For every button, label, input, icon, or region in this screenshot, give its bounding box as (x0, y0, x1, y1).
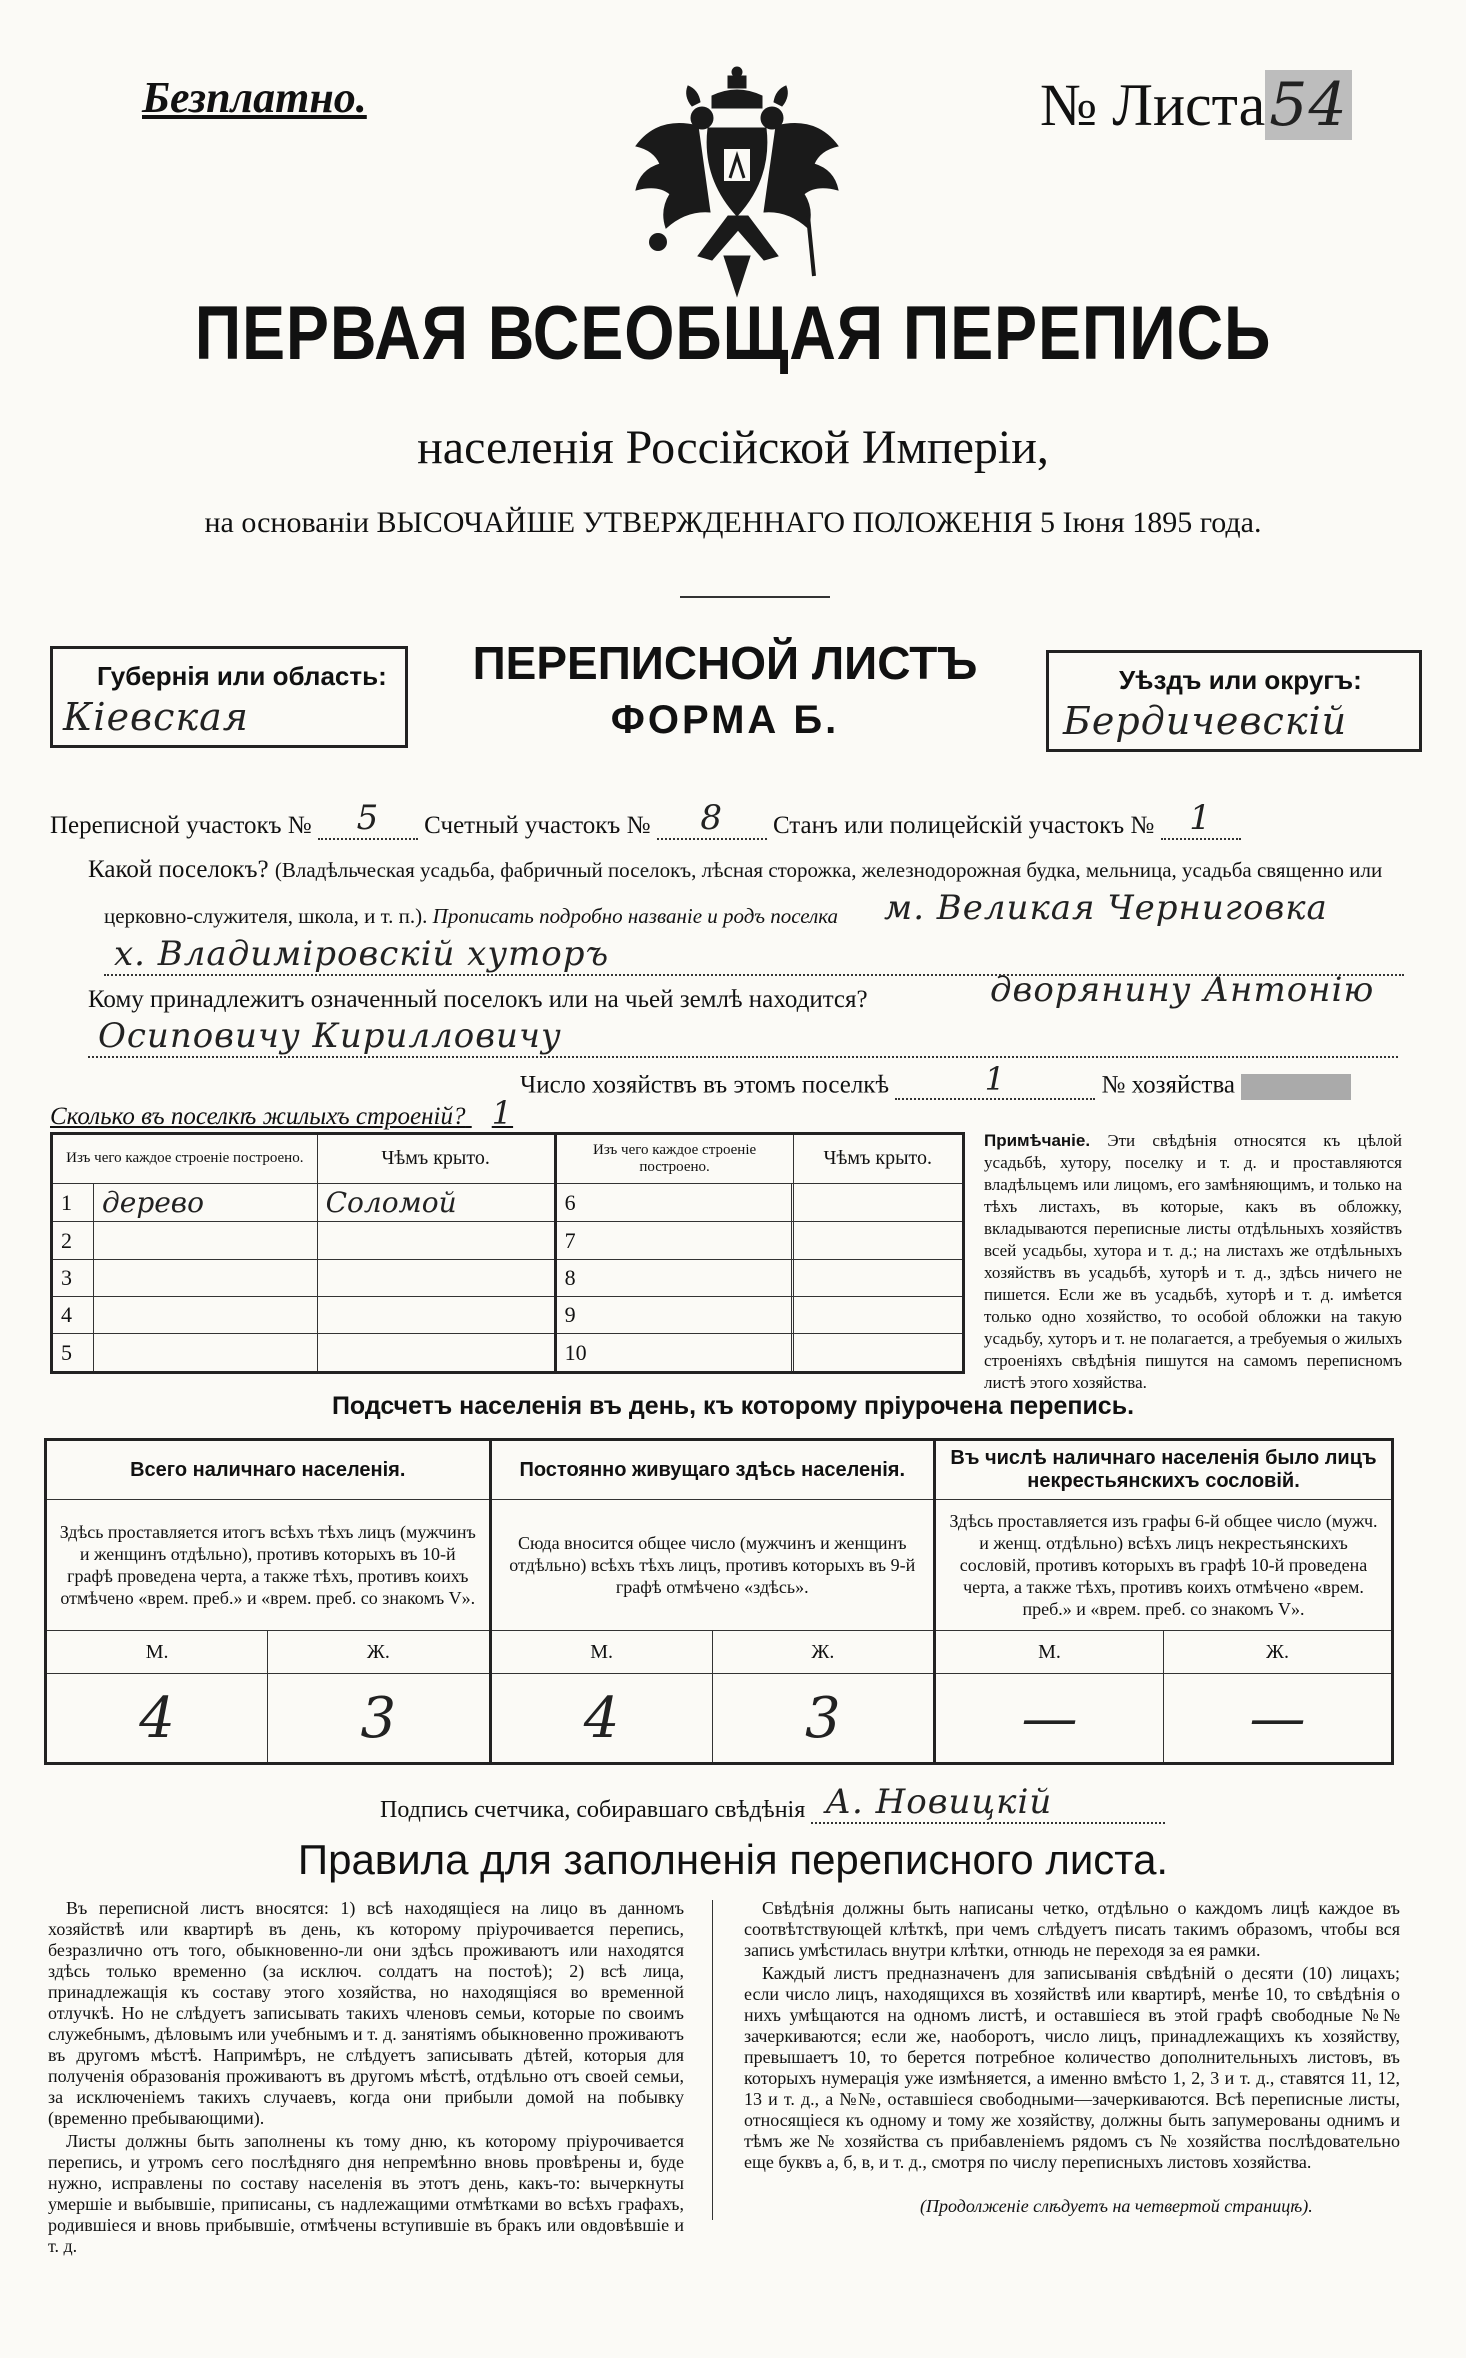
resident-male-value[interactable]: 4 (490, 1674, 712, 1764)
households-value[interactable]: 1 (895, 1060, 1095, 1100)
table-row (52, 1222, 964, 1259)
signature-line (380, 1782, 1165, 1824)
guberniya-box (50, 646, 408, 748)
count-district-label: Счетный участокъ № (424, 812, 651, 839)
rules-paragraph: Въ переписной листъ вносятся: 1) всѣ находящіеся на лицо въ данномъ хозяйствѣ или квартирѣ въ день, къ которому пріурочивается перепись, безразлично отъ того, обыкновенно-ли они здѣсь проживаютъ или находятся здѣсь только временно (за исключ. солдатъ на постоѣ); 2) всѣ лица, принадлежащія къ составу этого хозяйства, но находящіяся во временной отлучкѣ. Но не слѣдуетъ записывать такихъ членовъ семьи, которые по своимъ служебнымъ, дѣловымъ или учебнымъ и т. д. занятіямъ обыкновенно проживаютъ въ другомъ мѣстѣ. Напримѣръ, не слѣдуетъ записывать дѣтей, которыя для полученія образованія проживаютъ въ другомъ мѣстѣ, отдѣльно отъ своей семьи, за исключеніемъ такихъ случаевъ, когда они прибыли домой на побывку (временно пребывающими). (48, 1898, 684, 2128)
settlement-hint-2: церковно-служителя, школа, и т. п.). (104, 904, 428, 928)
row-number: 10 (555, 1334, 792, 1373)
roof-cell[interactable]: Соломой (317, 1183, 555, 1222)
present-male-value[interactable]: 4 (46, 1674, 268, 1764)
roof-cell[interactable] (317, 1334, 555, 1373)
resident-female-value[interactable]: 3 (712, 1674, 934, 1764)
present-header: Всего наличнаго населенія. (46, 1440, 491, 1500)
nonpeasant-header: Въ числѣ наличнаго населенія было лицъ некрестьянскихъ сословій. (935, 1440, 1393, 1500)
census-subtitle: населенія Россійской Имперіи, (417, 421, 1049, 474)
census-district-label: Переписной участокъ № (50, 812, 312, 839)
sheet-number (1040, 70, 1352, 140)
row-number: 2 (52, 1222, 94, 1259)
stan-value[interactable]: 1 (1161, 798, 1241, 840)
owner-value-2[interactable]: Осиповичу Кирилловичу (88, 1016, 1398, 1058)
rules-column-right (744, 1898, 1400, 2175)
continued-note: (Продолженіе слѣдуетъ на четвертой страницѣ). (920, 2196, 1313, 2216)
nonpeasant-description: Здѣсь проставляется изъ графы 6-й общее число (мужч. и женщ. отдѣльно) всѣхъ лицъ некрестьянскихъ сословій, противъ которыхъ въ графѣ 10-й проведена черта, а также тѣхъ, противъ коихъ отмѣчено «врем. преб.» и «врем. преб. со знакомъ V». (935, 1500, 1393, 1631)
households-label: Число хозяйствъ въ этомъ поселкѣ (520, 1071, 890, 1099)
buildings-label: Сколько въ поселкѣ жилыхъ строеній? (50, 1103, 466, 1130)
present-description: Здѣсь проставляется итогъ всѣхъ тѣхъ лицъ (мужчинъ и женщинъ отдѣльно), противъ которыхъ въ 10-й графѣ проведена черта, а также тѣхъ, противъ коихъ отмѣчено «врем. преб.» и «врем. преб. со знакомъ V». (46, 1500, 491, 1631)
rules-paragraph: Свѣдѣнія должны быть написаны четко, отдѣльно о каждомъ лицѣ каждое въ соотвѣтствующей клѣткѣ, при чемъ слѣдуетъ писать такимъ образомъ, чтобы вся запись умѣстилась внутри клѣтки, отнюдь не переходя за ея рамки. (744, 1898, 1400, 1960)
roof-cell[interactable] (317, 1297, 555, 1334)
census-district-value[interactable]: 5 (318, 798, 418, 840)
buildings-value[interactable]: 1 (491, 1094, 514, 1132)
count-title: Подсчетъ населенія въ день, къ которому пріурочена перепись. (331, 1392, 1135, 1420)
female-label: Ж. (268, 1631, 490, 1674)
row-number: 5 (52, 1334, 94, 1373)
roof-cell[interactable] (793, 1259, 963, 1296)
double-headed-eagle-icon (628, 66, 846, 306)
female-label: Ж. (1164, 1631, 1393, 1674)
rules-paragraph: Листы должны быть заполнены къ тому дню, къ которому пріурочивается перепись, и утромъ сего послѣдняго дня непремѣнно вновь провѣрены и, буде нужно, исправлены по составу населенія въ этотъ день, какъ-то: вычеркнуты умершіе и выбывшіе, приписаны, съ надлежащими отмѣтками во всѣхъ графахъ, родившіеся и вновь прибывшіе, отмѣчены вступившіе въ бракъ или овдовѣвшіе и т. д. (48, 2131, 684, 2256)
signature-value[interactable]: А. Новицкій (811, 1782, 1165, 1824)
census-title: ПЕРВАЯ ВСЕОБЩАЯ ПЕРЕПИСЬ (194, 291, 1272, 376)
material-cell[interactable] (94, 1334, 318, 1373)
buildings-table (50, 1132, 965, 1374)
guberniya-label: Губернія или область: (97, 661, 387, 691)
note-title: Примѣчаніе. (984, 1131, 1091, 1150)
material-cell[interactable]: дерево (94, 1183, 318, 1222)
stan-label: Станъ или полицейскій участокъ № (772, 812, 1155, 839)
household-number-value (1241, 1074, 1351, 1100)
guberniya-value[interactable]: Кіевская (63, 695, 249, 739)
table-row (52, 1297, 964, 1334)
material-header: Изъ чего каждое строеніе построено. (52, 1134, 318, 1184)
material-cell[interactable] (94, 1259, 318, 1296)
row-number: 9 (555, 1297, 792, 1334)
table-row (52, 1259, 964, 1296)
households-line (520, 1060, 1351, 1100)
table-row (52, 1183, 964, 1222)
male-label: М. (490, 1631, 712, 1674)
roof-cell[interactable] (793, 1222, 963, 1259)
row-number: 3 (52, 1259, 94, 1296)
population-count-table (44, 1438, 1394, 1765)
settlement-question (88, 856, 1382, 884)
sheet-number-label: № Листа (1040, 72, 1266, 138)
count-district-value[interactable]: 8 (657, 798, 767, 840)
note (984, 1130, 1402, 1394)
sheet-number-value: 54 (1265, 70, 1351, 140)
settlement-value-2[interactable]: х. Владиміровскій хуторъ (104, 934, 1404, 976)
rules-paragraph: Каждый листъ предназначенъ для записыванія свѣдѣній о десяти (10) лицахъ; если число лицъ, находящихся въ хозяйствѣ или квартирѣ, менѣе 10, то свѣдѣнія о нихъ умѣщаются на одномъ листѣ, и оставшіеся въ этой графѣ свободные №№ зачеркиваются; если же, наоборотъ, число лицъ, принадлежащихъ къ хозяйству, превышаетъ 10, то берется потребное количество дополнительныхъ листовъ, въ которыхъ нумерація уже измѣняется, а именно вмѣсто 1, 2, 3 и т. д., ставятся 11, 12, 13 и т. д., а №№, оставшіеся свободными—зачеркиваются. Всѣ переписные листы, относящіеся къ одному и тому же хозяйству, должны быть запумерованы однимъ и тѣмъ же № хозяйства съ прибавленіемъ рядомъ съ № хозяйства послѣдовательно еще буквъ а, б, в, и т. д., смотря по числу переписныхъ листовъ хозяйства. (744, 1963, 1400, 2172)
owner-label: Кому принадлежитъ означенный поселокъ или на чьей землѣ находится? (88, 986, 868, 1013)
form-subtitle: ФОРМА Б. (610, 698, 840, 742)
roof-cell[interactable] (793, 1297, 963, 1334)
rules-column-left (48, 1898, 684, 2259)
female-label: Ж. (712, 1631, 934, 1674)
signature-label: Подпись счетчика, собиравшаго свѣдѣнія (380, 1797, 806, 1823)
uezd-value[interactable]: Бердичевскій (1063, 699, 1348, 743)
material-cell[interactable] (94, 1297, 318, 1334)
column-divider (712, 1900, 713, 2220)
row-number: 6 (555, 1183, 792, 1222)
rules-title: Правила для заполненія переписного листа. (297, 1836, 1169, 1883)
nonpeasant-female-value[interactable]: — (1164, 1674, 1393, 1764)
settlement-label: Какой поселокъ? (88, 856, 269, 883)
row-number: 1 (52, 1183, 94, 1222)
roof-cell[interactable] (793, 1183, 963, 1222)
nonpeasant-male-value[interactable]: — (935, 1674, 1164, 1764)
settlement-hint-1: (Владѣльческая усадьба, фабричный поселокъ, лѣсная сторожка, железнодорожная будка, мельница, усадьба священно или (274, 858, 1383, 882)
census-decree: на основаніи ВЫСОЧАЙШЕ УТВЕРЖДЕННАГО ПОЛОЖЕНІЯ 5 Іюня 1895 года. (204, 506, 1262, 539)
table-row (52, 1334, 964, 1373)
row-number: 8 (555, 1259, 792, 1296)
owner-value-1[interactable]: дворянину Антонію (990, 970, 1375, 1010)
male-label: М. (46, 1631, 268, 1674)
form-title: ПЕРЕПИСНОЙ ЛИСТЪ (472, 637, 978, 689)
resident-description: Сюда вносится общее число (мужчинъ и женщинъ отдѣльно) всѣхъ тѣхъ лицъ, противъ которыхъ въ 9-й графѣ отмѣчено «здѣсь». (490, 1500, 935, 1631)
settlement-hint-line (104, 904, 838, 929)
material-header-2: Изъ чего каждое строеніе построено. (555, 1134, 793, 1184)
row-number: 4 (52, 1297, 94, 1334)
settlement-value-1[interactable]: м. Великая Черниговка (884, 888, 1328, 928)
row-number: 7 (555, 1222, 792, 1259)
roof-header: Чѣмъ крыто. (317, 1134, 555, 1184)
free-label: Безплатно. (142, 73, 367, 122)
buildings-line (50, 1094, 513, 1132)
roof-cell[interactable] (317, 1222, 555, 1259)
roof-header-2: Чѣмъ крыто. (793, 1134, 963, 1184)
household-number-label: № хозяйства (1101, 1071, 1236, 1099)
material-cell[interactable] (94, 1222, 318, 1259)
roof-cell[interactable] (317, 1259, 555, 1296)
present-female-value[interactable]: 3 (268, 1674, 490, 1764)
uezd-box (1046, 650, 1422, 752)
roof-cell[interactable] (793, 1334, 963, 1373)
divider (680, 596, 830, 598)
settlement-instruction: Прописать подробно названіе и родъ поселка (432, 904, 839, 928)
male-label: М. (935, 1631, 1164, 1674)
uezd-label: Уѣздъ или округъ: (1119, 665, 1362, 695)
districts-line (50, 798, 1241, 840)
note-text: Эти свѣдѣнія относятся къ цѣлой усадьбѣ, хутору, поселку и т. д. и проставляются владѣльцемъ или лицомъ, его замѣняющимъ, и только на тѣхъ листахъ, въ которые, какъ въ обложку, вкладываются переписные листы отдѣльныхъ хозяйствъ всей усадьбы, хутора и т. д.; на листахъ же отдѣльныхъ хозяйствъ въ усадьбѣ, хуторѣ и т. д., здѣсь ничего не пишется. Если же въ усадьбѣ, хуторѣ и т. д. имѣется только одно хозяйство, то особой обложки на такую усадьбу, хуторъ и т. не полагается, а требуемыя о жилыхъ строеніяхъ свѣдѣнія пишутся на самомъ переписномъ листѣ этого хозяйства. (984, 1131, 1403, 1392)
resident-header: Постоянно живущаго здѣсь населенія. (490, 1440, 935, 1500)
